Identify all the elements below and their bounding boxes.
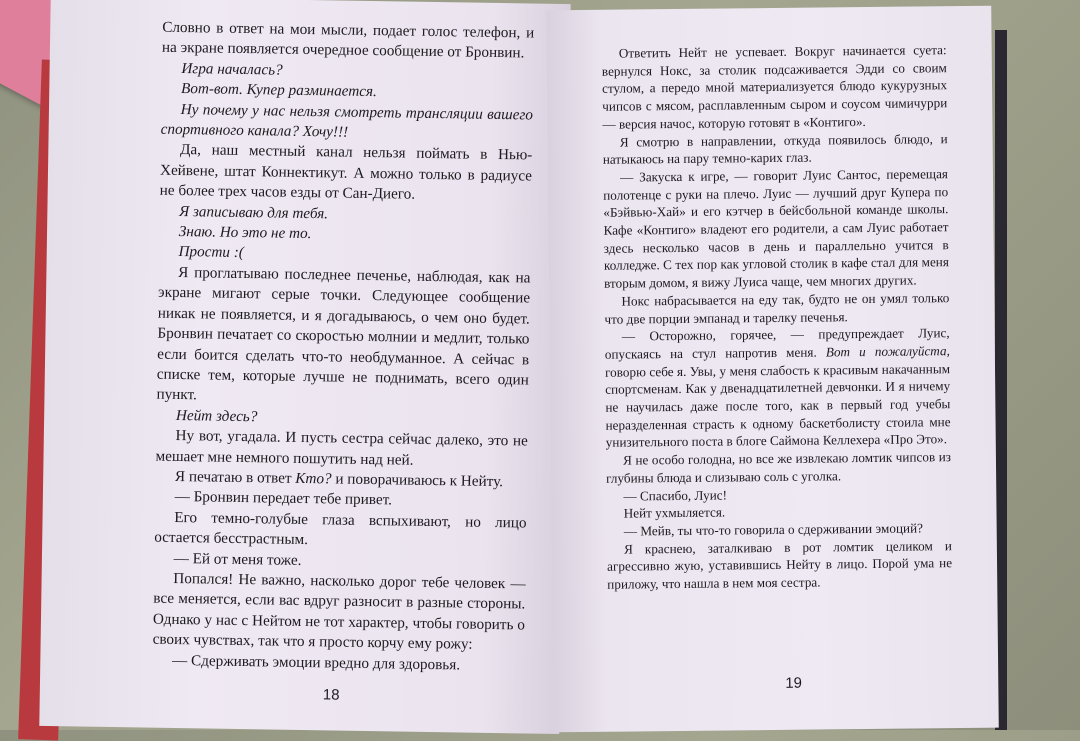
paragraph: Да, наш местный канал нельзя поймать в Нью-Хейвене, штат Коннектикут. А можно только в радиусе не более трех часов езды от Сан-Диего. — [159, 141, 533, 203]
right-page-text — [602, 41, 953, 593]
paragraph: — Сдерживать эмоции вредно для здоровья. — [171, 651, 461, 674]
paragraph: Попался! Не важно, насколько дорог тебе человек — все меняется, если вас вдруг разносит в разные стороны. Однако у нас с Нейтом не тот характер, чтобы говорить о своих чувствах, так что я просто корчу ему рожу: — [152, 569, 526, 653]
paragraph: — Осторожно, горячее, — предупреждает Луис, опускаясь на стул напротив меня. Вот и пожалуйста, говорю себе я. Увы, у меня слабость к красивым накачанным спортсменам. Как у двенадцатилетней девчонки. И я ничему не научилась даже после того, как в первый год учебы неразделенная страсть к одному баскетболисту стоила мне унизительного поста в блоге Саймона Келлехера «Про Это». — [604, 325, 951, 451]
paragraph: Нейт здесь? — [175, 406, 258, 425]
paragraph: — Мейв, ты что-то говорила о сдерживании эмоций? — [623, 520, 924, 539]
page-number-left: 18 — [322, 686, 340, 704]
paragraph: Я смотрю в направлении, откуда появилось блюдо, и натыкаюсь на пару темно-карих глаз. — [602, 130, 948, 167]
paragraph: Знаю. Но это не то. — [178, 223, 312, 243]
paragraph: Ну почему у нас нельзя смотреть трансляции вашего спортивного канала? Хочу!!! — [160, 100, 534, 141]
paragraph: Я не особо голодна, но все же извлекаю ломтик чипсов из глубины блюда и слизываю соль с уголка. — [606, 449, 952, 486]
paragraph: Прости :( — [178, 243, 245, 262]
left-page — [39, 0, 570, 734]
paragraph: Нокс набрасывается на еду так, будто не он умял только что две порции эмпанад и тарелку печенья. — [604, 289, 950, 327]
paragraph: Ну вот, угадала. И пусть сестра сейчас далеко, это не мешает мне немного пошутить над ней. — [155, 427, 528, 469]
paragraph: Я записываю для тебя. — [179, 202, 329, 222]
paragraph: Словно в ответ на мои мысли, подает голос телефон, и на экране появляется очередное сообщение от Бронвин. — [161, 18, 535, 62]
paragraph: Я проглатываю последнее печенье, наблюдая, как на экране мигают серые точки. Следующее сообщение никак не появляется, и я догадываюсь, о чем оно будет. Бронвин печатает со скоростью молнии и медлит, только если боится сделать что-то необдуманное. А сейчас в списке тем, которые лучше не поднимать, всего один пункт. — [156, 263, 531, 404]
paragraph: — Бронвин передает тебе привет. — [174, 488, 393, 509]
paragraph: — Спасибо, Луис! — [623, 487, 728, 504]
paragraph: — Закуска к игре, — говорит Луис Сантос, перемещая полотенце с руки на плечо. Луис — лучший друг Купера по «Бэйвью-Хай» и его кэтчер в бейсбольной команде школы. Кафе «Контиго» владеют его родители, а сам Луис работает здесь несколько часов в день и параллельно учится в колледже. С тех пор как угловой столик в кафе стал для меня вторым домом, я вижу Луиса чаще, чем многих других. — [603, 166, 949, 291]
paragraph: Нейт ухмыляется. — [623, 504, 726, 521]
paragraph: Я краснею, заталкиваю в рот ломтик целиком и агрессивно жую, уставившись Нейту в лицо. Порой ума не приложу, что нашла в нем моя сестра. — [606, 537, 953, 592]
paragraph: Его темно-голубые глаза вспыхивают, но лицо остается бесстрастным. — [154, 508, 527, 549]
paragraph: Я печатаю в ответ Кто? и поворачиваюсь к Нейту. — [174, 467, 504, 491]
paragraph: — Ей от меня тоже. — [173, 549, 302, 569]
left-page-text — [152, 18, 534, 677]
page-number-right: 19 — [785, 674, 803, 692]
paragraph: Ответить Нейт не успевает. Вокруг начинается суета: вернулся Нокс, за столик подсаживается Эдди со своим стулом, а передо мной материализуется блюдо кукурузных чипсов с мясом, расплавленным сыром и соусом чимичурри — версия начос, которую готовят в «Контиго». — [601, 42, 948, 132]
paragraph: Вот-вот. Купер разминается. — [180, 80, 377, 101]
paragraph: Игра началась? — [181, 59, 283, 79]
right-page — [546, 6, 999, 733]
